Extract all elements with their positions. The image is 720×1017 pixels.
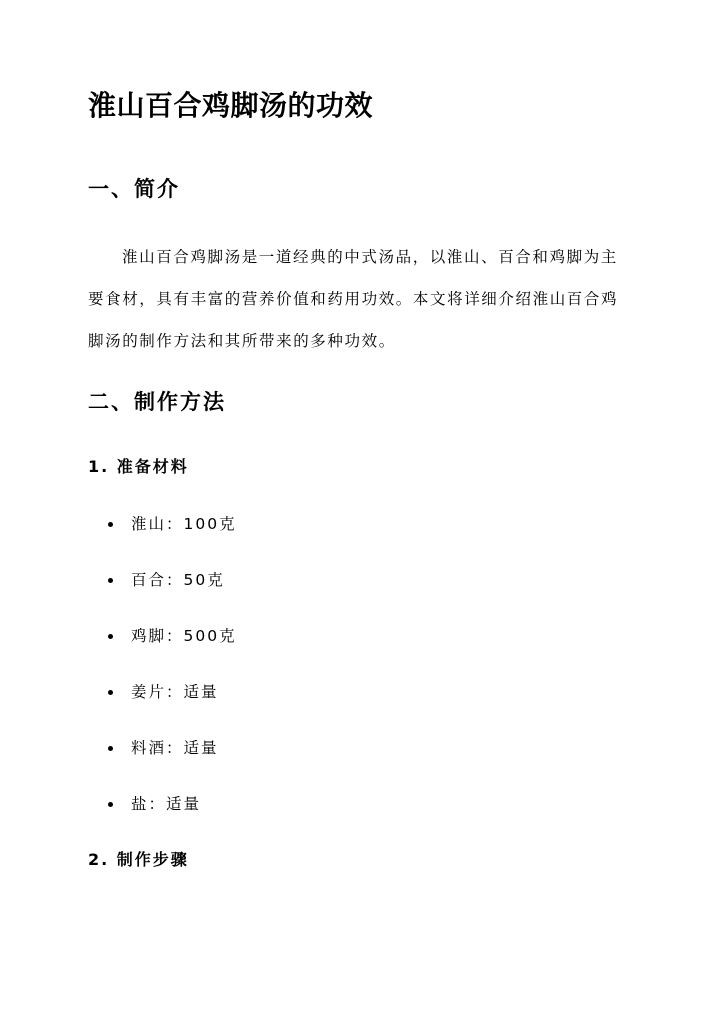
ingredient-text: 淮山：100克 (131, 515, 237, 533)
list-item (108, 734, 237, 790)
bullet-icon (108, 746, 113, 751)
ingredient-text: 料酒：适量 (131, 739, 219, 757)
list-item (108, 678, 237, 734)
intro-paragraph: 淮山百合鸡脚汤是一道经典的中式汤品，以淮山、百合和鸡脚为主要食材，具有丰富的营养价值和药用功效。本文将详细介绍淮山百合鸡脚汤的制作方法和其所带来的多种功效。 (88, 248, 619, 350)
ingredient-text: 鸡脚：500克 (131, 627, 237, 645)
ingredient-text: 姜片：适量 (131, 683, 219, 701)
list-item (108, 510, 237, 566)
ingredient-text: 百合：50克 (131, 571, 225, 589)
list-item (108, 790, 237, 846)
section-heading-intro: 一、简介 (88, 177, 180, 201)
bullet-icon (108, 634, 113, 639)
list-item (108, 622, 237, 678)
bullet-icon (108, 578, 113, 583)
ingredient-list (108, 510, 237, 846)
bullet-icon (108, 522, 113, 527)
list-item (108, 566, 237, 622)
section-heading-method: 二、制作方法 (88, 390, 226, 414)
ingredient-text: 盐：适量 (131, 795, 202, 813)
document-title: 淮山百合鸡脚汤的功效 (88, 89, 374, 122)
subsection-heading-steps: 2. 制作步骤 (88, 850, 189, 869)
bullet-icon (108, 690, 113, 695)
subsection-heading-materials: 1. 准备材料 (88, 457, 189, 476)
bullet-icon (108, 802, 113, 807)
